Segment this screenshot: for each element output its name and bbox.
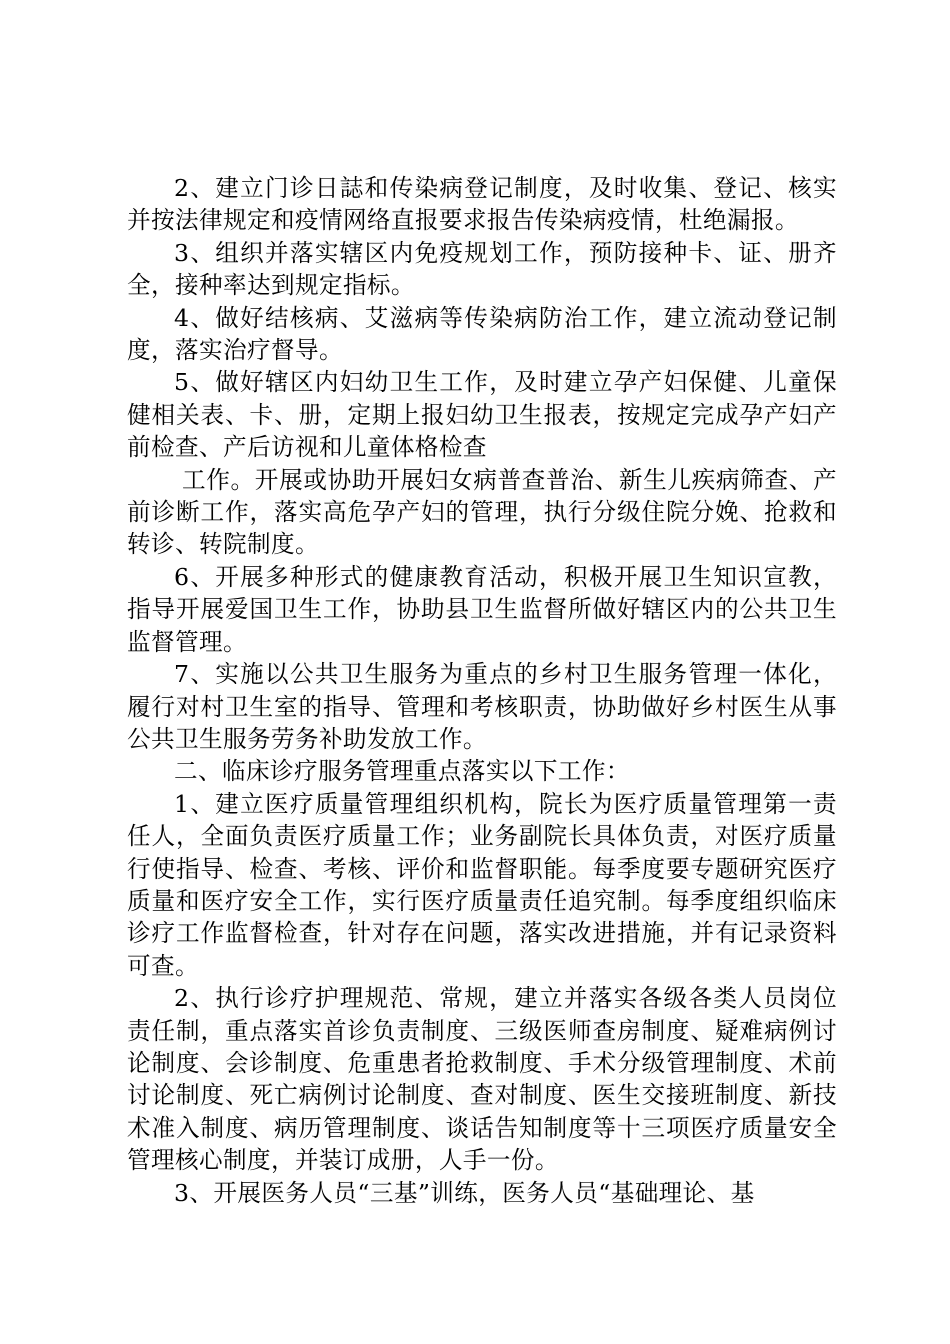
paragraph-clinical-1-quality-org: 1、建立医疗质量管理组织机构，院长为医疗质量管理第一责任人，全面负责医疗质量工作；业务副院长具体负责，对医疗质量行使指导、检查、考核、评价和监督职能。每季度要专题研究医疗质量和医疗安全工作，实行医疗质量责任追究制。每季度组织临床诊疗工作监督检查，针对存在问题，落实改进措施，并有记录资料可查。 <box>127 789 837 980</box>
paragraph-item-5-maternal-child: 5、做好辖区内妇幼卫生工作，及时建立孕产妇保健、儿童保健相关表、卡、册，定期上报妇幼卫生报表，按规定完成孕产妇产前检查、产后访视和儿童体格检查 <box>127 368 837 462</box>
document-body <box>127 172 837 1209</box>
paragraph-clinical-2-core-systems: 2、执行诊疗护理规范、常规，建立并落实各级各类人员岗位责任制，重点落实首诊负责制度、三级医师查房制度、疑难病例讨论制度、会诊制度、危重患者抢救制度、手术分级管理制度、术前讨论制度、死亡病例讨论制度、查对制度、医生交接班制度、新技术准入制度、病历管理制度、谈话告知制度等十三项医疗质量安全管理核心制度，并装订成册，人手一份。 <box>127 984 837 1175</box>
paragraph-item-4-disease-control: 4、做好结核病、艾滋病等传染病防治工作，建立流动登记制度，落实治疗督导。 <box>127 303 837 365</box>
paragraph-item-3-immunization: 3、组织并落实辖区内免疫规划工作，预防接种卡、证、册齐全，接种率达到规定指标。 <box>127 238 837 300</box>
paragraph-item-2-registration: 2、建立门诊日誌和传染病登记制度，及时收集、登记、核实并按法律规定和疫情网络直报要求报告传染病疫情，杜绝漏报。 <box>127 174 837 235</box>
paragraph-item-7-rural-integration: 7、实施以公共卫生服务为重点的乡村卫生服务管理一体化，履行对村卫生室的指导、管理和考核职责，协助做好乡村医生从事公共卫生服务劳务补助发放工作。 <box>127 660 837 753</box>
paragraph-item-6-health-education: 6、开展多种形式的健康教育活动，积极开展卫生知识宣教，指导开展爱国卫生工作，协助县卫生监督所做好辖区内的公共卫生监督管理。 <box>127 562 837 656</box>
paragraph-clinical-3-training: 3、开展医务人员“三基”训练，医务人员“基础理论、基 <box>174 1178 755 1207</box>
section-heading-clinical: 二、临床诊疗服务管理重点落实以下工作： <box>174 757 630 786</box>
paragraph-item-5-continued: 工作。开展或协助开展妇女病普查普治、新生儿疾病筛查、产前诊断工作，落实高危孕产妇的管理，执行分级住院分娩、抢救和转诊、转院制度。 <box>127 465 837 559</box>
